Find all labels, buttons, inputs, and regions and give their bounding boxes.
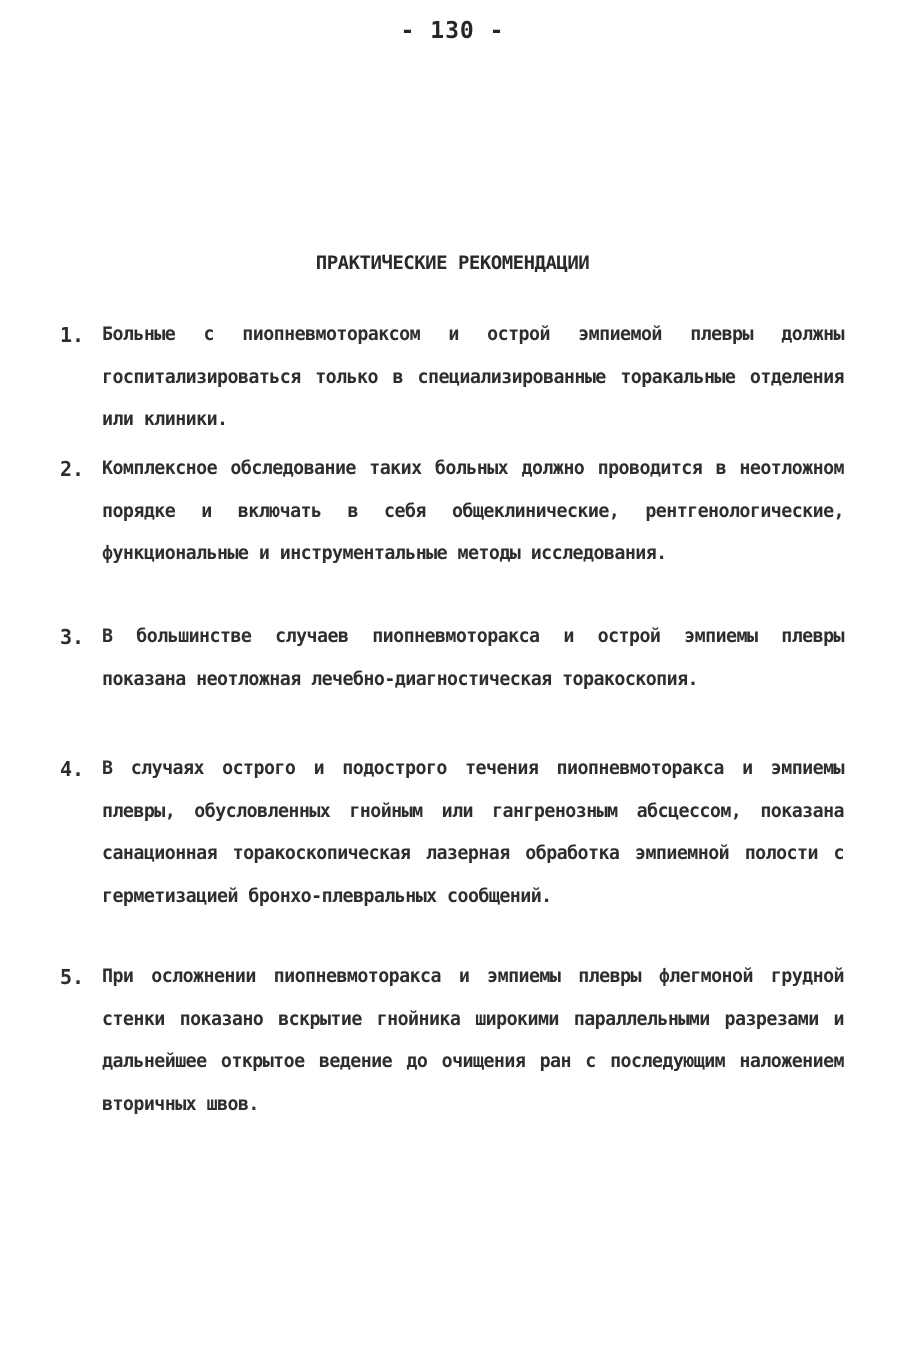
item-text: Комплексное обследование таких больных должно проводится в неотложном порядке и включать в себя общеклинические, рентгенологические, функциональные и инструментальные методы исследования. bbox=[102, 458, 844, 564]
page-number: - 130 - bbox=[400, 18, 505, 44]
item-number: 5. bbox=[60, 965, 85, 989]
item-number: 1. bbox=[60, 323, 85, 347]
item-text: В случаях острого и подострого течения пиопневмоторакса и эмпиемы плевры, обусловленных гнойным или гангренозным абсцессом, показана санационная торакоскопическая лазерная обработка эмпиемной полости с герметизацией бронхо-плевральных сообщений. bbox=[102, 758, 844, 907]
item-number: 3. bbox=[60, 625, 85, 649]
item-number: 4. bbox=[60, 757, 85, 781]
section-heading: ПРАКТИЧЕСКИЕ РЕКОМЕНДАЦИИ bbox=[315, 252, 590, 274]
item-text: В большинстве случаев пиопневмоторакса и острой эмпиемы плевры показана неотложная лечебно-диагностическая торакоскопия. bbox=[102, 626, 844, 690]
item-text: Больные с пиопневмотораксом и острой эмпиемой плевры должны госпитализироваться только в специализированные торакальные отделения или клиники. bbox=[102, 324, 844, 430]
item-text: При осложнении пиопневмоторакса и эмпиемы плевры флегмоной грудной стенки показано вскрытие гнойника широкими параллельными разрезами и дальнейшее открытое ведение до очищения ран с последующим наложением вторичных швов. bbox=[102, 966, 844, 1115]
item-number: 2. bbox=[60, 457, 85, 481]
